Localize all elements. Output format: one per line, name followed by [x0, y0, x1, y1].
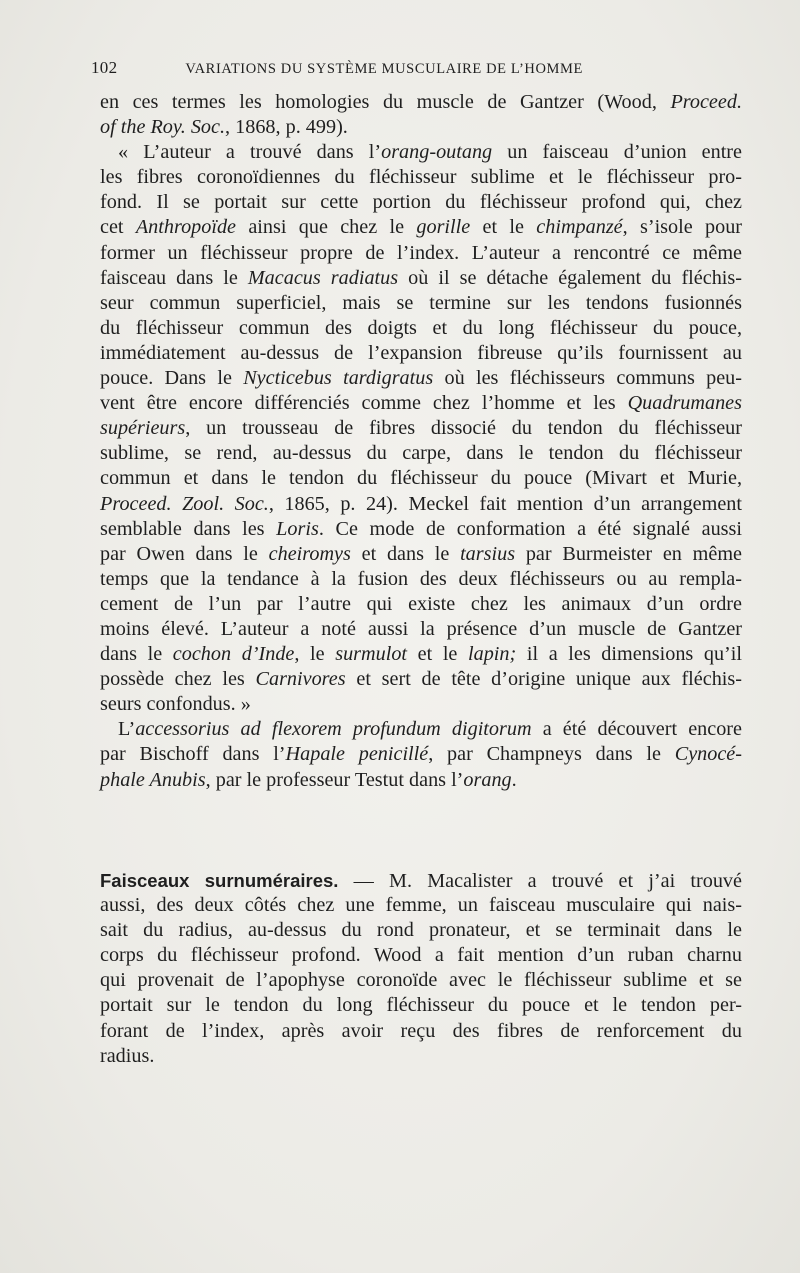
- text-line: [100, 918, 742, 943]
- text-run: du fléchisseur commun des doigts et du long fléchisseur du pouce,: [100, 316, 742, 339]
- text-line: [100, 943, 742, 968]
- text-line: [100, 742, 742, 767]
- text-run: L’: [118, 718, 136, 741]
- text-run: forant de l’index, après avoir reçu des fibres de renforcement du: [100, 1019, 742, 1042]
- text-run: et le: [407, 643, 469, 666]
- text-run: « L’auteur a trouvé dans l’: [118, 141, 382, 164]
- text-run: ainsi que chez le: [236, 216, 417, 239]
- text-run: par Burmeister en même: [515, 542, 742, 565]
- text-line: [100, 542, 742, 567]
- text-line: [100, 165, 742, 190]
- text-run: immédiatement au-dessus de l’expansion fibreuse qu’ils fournissent au: [100, 341, 742, 364]
- text-run: , par le professeur Testut dans l’: [205, 768, 464, 791]
- running-title: VARIATIONS DU SYSTÈME MUSCULAIRE DE L’HOMME: [185, 61, 583, 77]
- text-run: vent être encore différenciés comme chez l’homme et les: [100, 392, 628, 415]
- italic-run: phale Anubis: [100, 768, 206, 791]
- text-line: [100, 993, 742, 1018]
- text-run: former un fléchisseur propre de l’index. L’auteur a rencontré ce même: [100, 241, 742, 264]
- text-line: [100, 1019, 742, 1044]
- page-number: 102: [91, 58, 118, 77]
- text-run: corps du fléchisseur profond. Wood a fait mention d’un ruban charnu: [100, 944, 742, 967]
- text-line: [100, 768, 742, 793]
- text-line: [100, 692, 742, 717]
- text-run: cet: [100, 216, 136, 239]
- text-run: sublime, se rend, au-dessus du carpe, dans le tendon du fléchisseur: [100, 442, 742, 465]
- text-run: moins élevé. L’auteur a noté aussi la présence d’un muscle de Gantzer: [100, 617, 742, 640]
- text-line: [100, 592, 742, 617]
- italic-run: lapin;: [468, 643, 517, 666]
- text-run: . Ce mode de conformation a été signalé aussi: [318, 517, 742, 540]
- italic-run: orang-outang: [381, 141, 493, 164]
- text-run: aussi, des deux côtés chez une femme, un faisceau musculaire qui nais-: [100, 894, 742, 917]
- italic-run: Cynocé-: [674, 743, 742, 766]
- text-run: sait du radius, au-dessus du rond pronateur, et se terminait dans le: [100, 919, 742, 942]
- italic-run: Quadrumanes: [627, 392, 742, 415]
- text-run: qui provenait de l’apophyse coronoïde avec le fléchisseur sublime et se: [100, 969, 742, 992]
- text-run: , 1868, p. 499).: [225, 116, 348, 139]
- text-run: par Owen dans le: [100, 542, 269, 565]
- text-line: [100, 441, 742, 466]
- text-run: , le: [294, 643, 336, 666]
- text-run: radius.: [100, 1044, 155, 1067]
- text-line: [100, 140, 742, 165]
- main-text-block: [100, 90, 742, 793]
- text-run: semblable dans les: [100, 517, 277, 540]
- text-line: [100, 893, 742, 918]
- text-run: — M. Macalister a trouvé et j’ai trouvé: [338, 870, 742, 892]
- text-line: [100, 1044, 742, 1069]
- text-run: faisceau dans le: [100, 266, 248, 289]
- text-line: [100, 667, 742, 692]
- text-line: [100, 266, 742, 291]
- text-line: [100, 241, 742, 266]
- text-run: possède chez les: [100, 668, 256, 691]
- text-line: [100, 717, 742, 742]
- italic-run: supérieurs: [100, 417, 186, 440]
- section-heading: Faisceaux surnuméraires.: [100, 870, 339, 891]
- text-line: [100, 391, 742, 416]
- text-run: et le: [470, 216, 537, 239]
- italic-run: tarsius: [460, 542, 516, 565]
- text-run: où il se détache également du fléchis-: [398, 266, 742, 289]
- text-run: temps que la tendance à la fusion des deux fléchisseurs ou au rempla-: [100, 567, 742, 590]
- text-run: , un trousseau de fibres dissocié du tendon du fléchisseur: [185, 417, 742, 440]
- text-run: commun et dans le tendon du fléchisseur du pouce (Mivart et Murie,: [100, 467, 742, 490]
- italic-run: gorille: [416, 216, 471, 239]
- text-run: , 1865, p. 24). Meckel fait mention d’un arrangement: [268, 492, 742, 515]
- text-line: [100, 215, 742, 240]
- text-run: seur commun superficiel, mais se termine sur les tendons fusionnés: [100, 291, 742, 314]
- running-header: [91, 58, 651, 78]
- italic-run: accessorius ad flexorem profundum digitorum: [135, 718, 532, 741]
- italic-run: Anthropoïde: [135, 216, 237, 239]
- text-line: [100, 466, 742, 491]
- italic-run: Loris: [276, 517, 319, 540]
- text-run: un faisceau d’union entre: [492, 141, 742, 164]
- italic-run: orang: [463, 768, 512, 791]
- italic-run: Nycticebus tardigratus: [243, 367, 434, 390]
- text-run: pouce. Dans le: [100, 367, 244, 390]
- text-line: [100, 492, 742, 517]
- text-run: par Bischoff dans l’: [100, 743, 286, 766]
- text-run: cement de l’un par l’autre qui existe chez les animaux d’un ordre: [100, 592, 742, 615]
- text-run: fond. Il se portait sur cette portion du fléchisseur profond qui, chez: [100, 191, 742, 214]
- italic-run: chimpanzé: [536, 216, 623, 239]
- text-run: les fibres coronoïdiennes du fléchisseur sublime et le fléchisseur pro-: [100, 166, 742, 189]
- text-line: [100, 416, 742, 441]
- italic-run: cochon d’Inde: [172, 643, 295, 666]
- text-line: [100, 968, 742, 993]
- text-line: [100, 567, 742, 592]
- italic-run: cheiromys: [268, 542, 351, 565]
- italic-run: of the Roy. Soc.: [100, 116, 226, 139]
- text-line: [100, 90, 742, 115]
- text-run: a été découvert encore: [531, 718, 742, 741]
- text-line: [100, 115, 742, 140]
- text-run: et sert de tête d’origine unique aux fléchis-: [345, 668, 742, 691]
- text-line: [100, 617, 742, 642]
- text-run: il a les dimensions qu’il: [516, 643, 743, 666]
- italic-run: Proceed.: [670, 91, 742, 113]
- italic-run: Macacus radiatus: [247, 266, 399, 289]
- italic-run: Hapale penicillé: [285, 743, 429, 766]
- text-line: [100, 642, 742, 667]
- text-run: dans le: [100, 643, 173, 666]
- italic-run: Carnivores: [255, 668, 346, 691]
- text-line: [100, 366, 742, 391]
- text-line: [100, 341, 742, 366]
- text-run: , s’isole pour: [622, 216, 743, 239]
- text-line: [100, 868, 742, 893]
- text-line: [100, 190, 742, 215]
- italic-run: surmulot: [335, 643, 408, 666]
- text-run: seurs confondus. »: [100, 693, 251, 716]
- text-line: [100, 316, 742, 341]
- text-line: [100, 291, 742, 316]
- text-run: où les fléchisseurs communs peu-: [433, 367, 742, 390]
- text-run: portait sur le tendon du long fléchisseur du pouce et le tendon per-: [100, 994, 742, 1017]
- text-run: et dans le: [350, 542, 461, 565]
- italic-run: Proceed. Zool. Soc.: [100, 492, 269, 515]
- text-run: en ces termes les homologies du muscle de Gantzer (Wood,: [100, 91, 671, 113]
- text-line: [100, 517, 742, 542]
- supernumerary-bundles-section: [100, 868, 742, 1069]
- text-run: .: [511, 768, 517, 791]
- text-run: , par Champneys dans le: [428, 743, 675, 766]
